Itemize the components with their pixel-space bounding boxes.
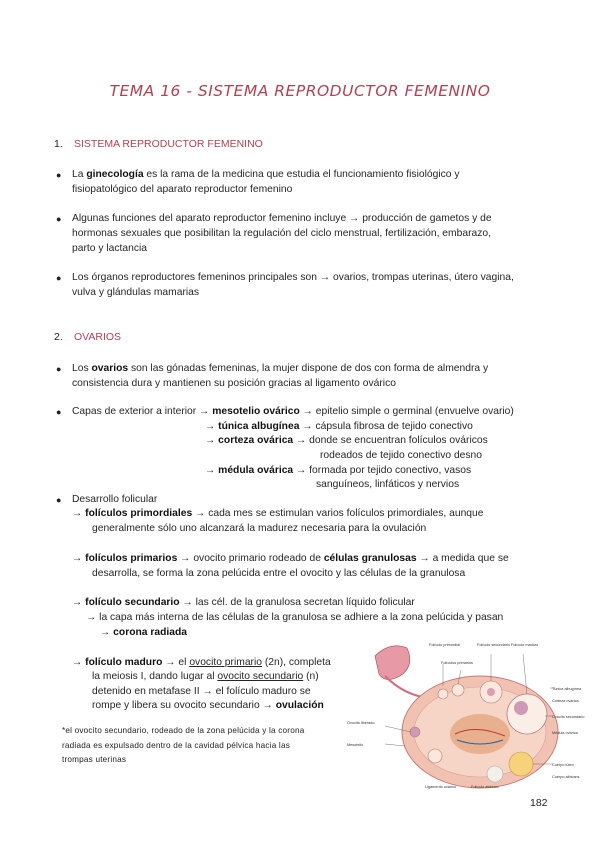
bullet-icon: ●: [56, 214, 62, 224]
label-medula-ovarica: Médula ovárica: [552, 731, 578, 735]
foliculo-maduro-line3: detenido en metafase II → el folículo maduro se: [92, 686, 311, 697]
paragraph-ginecologia: La ginecología es la rama de la medicina que estudia el funcionamiento fisiológico y fisiopatológico del aparato reproductor femenino: [72, 169, 460, 195]
paragraph-capas: Capas de exterior a interior → mesotelio ovárico → epitelio simple o germinal (envuelve ovario): [72, 406, 514, 417]
bullet-icon: ●: [56, 407, 62, 417]
label-corteza-ovarica: Corteza ovárica: [552, 699, 579, 703]
label-ovocito-liberado: Ovocito liberado: [347, 721, 375, 725]
capa-medula-line2: sanguíneos, linfáticos y nervios: [316, 479, 460, 490]
label-tunica-albuginea: Túnica albugínea: [552, 687, 582, 691]
section-number: 2.: [54, 331, 63, 343]
capa-corteza-line2: rodeados de tejido conectivo desno: [320, 450, 483, 461]
label-mesotelio: Mesotelio: [347, 743, 364, 747]
capa-corteza: → corteza ovárica → donde se encuentran folículos ováricos: [205, 435, 488, 446]
bullet-icon: ●: [56, 273, 62, 283]
section-title: OVARIOS: [74, 331, 122, 343]
label-foliculo-maduro: Folículo maduro: [511, 643, 539, 647]
bullet-icon: ●: [56, 364, 62, 374]
foliculos-primordiales-line2: generalmente sólo uno alcanzará la madurez necesaria para la ovulación: [92, 523, 427, 534]
foliculos-primarios: → folículos primarios → ovocito primario rodeado de células granulosas → a medida que se: [72, 553, 509, 564]
label-foliculos-primarios: Folículos primarios: [441, 661, 473, 665]
foliculo-maduro-line2: la meiosis I, dando lugar al ovocito secundario (n): [92, 671, 319, 682]
section-heading-1: [54, 138, 263, 150]
label-ovocito-secundario: Ovocito secundario: [552, 715, 585, 719]
label-foliculo-secundario: Folículo secundario: [477, 643, 510, 647]
desarrollo-folicular-label: Desarrollo folicular: [72, 494, 158, 505]
bullet-icon: ●: [56, 170, 62, 180]
foliculo-secundario: → folículo secundario → las cél. de la granulosa secretan líquido folicular: [72, 597, 415, 608]
section-heading-2: [54, 331, 121, 343]
foliculos-primordiales: → folículos primordiales → cada mes se estimulan varios folículos primordiales, aunque: [72, 508, 484, 519]
section-title: SISTEMA REPRODUCTOR FEMENINO: [74, 138, 263, 150]
paragraph-ovarios: Los ovarios son las gónadas femeninas, la mujer dispone de dos con forma de almendra y consistencia dura y mantienen su posición gracias al ligamento ovárico: [72, 363, 489, 389]
page-number: 182: [530, 797, 548, 809]
foliculos-primarios-line2: desarrolla, se forma la zona pelúcida entre el ovocito y las células de la granulosa: [92, 568, 466, 579]
capa-medula: → médula ovárica → formada por tejido conectivo, vasos: [205, 465, 472, 476]
foliculo-maduro-line4: rompe y libera su ovocito secundario → ovulación: [92, 700, 324, 711]
paragraph-funciones: Algunas funciones del aparato reproductor femenino incluye → producción de gametos y de hormonas sexuales que posibilitan la regulación del ciclo menstrual, fertilización, embarazo, parto y lactancia: [72, 213, 492, 254]
section-number: 1.: [54, 138, 63, 150]
paragraph-organos: Los órganos reproductores femeninos principales son → ovarios, trompas uterinas, útero vagina, vulva y glándulas mamarias: [72, 272, 514, 298]
foliculo-maduro: → folículo maduro → el ovocito primario (2n), completa: [72, 657, 331, 668]
label-ligamento-ovarico: Ligamento ovárico: [425, 785, 457, 789]
ovary-diagram: [345, 636, 595, 796]
page-title: TEMA 16 - SISTEMA REPRODUCTOR FEMENINO: [109, 82, 491, 100]
label-cuerpo-luteo: Cuerpo lúteo: [552, 763, 574, 767]
footnote: *el ovocito secundario, rodeado de la zona pelúcida y la corona radiada es expulsado dentro de la cavidad pélvica hacia las trompas uterinas: [62, 726, 305, 764]
label-foliculo-atresico: Folículo atrésico: [471, 785, 499, 789]
label-cuerpo-albicans: Cuerpo albicans: [552, 775, 580, 779]
bullet-icon: ●: [56, 495, 62, 505]
foliculo-secundario-line3: → corona radiada: [100, 627, 187, 638]
foliculo-secundario-line2: → la capa más interna de las células de la granulosa se adhiere a la zona pelúcida y pasan: [86, 612, 504, 623]
capa-tunica: → túnica albugínea → cápsula fibrosa de tejido conectivo: [205, 421, 473, 432]
label-foliculo-primordial: Folículo primordial: [429, 643, 461, 647]
